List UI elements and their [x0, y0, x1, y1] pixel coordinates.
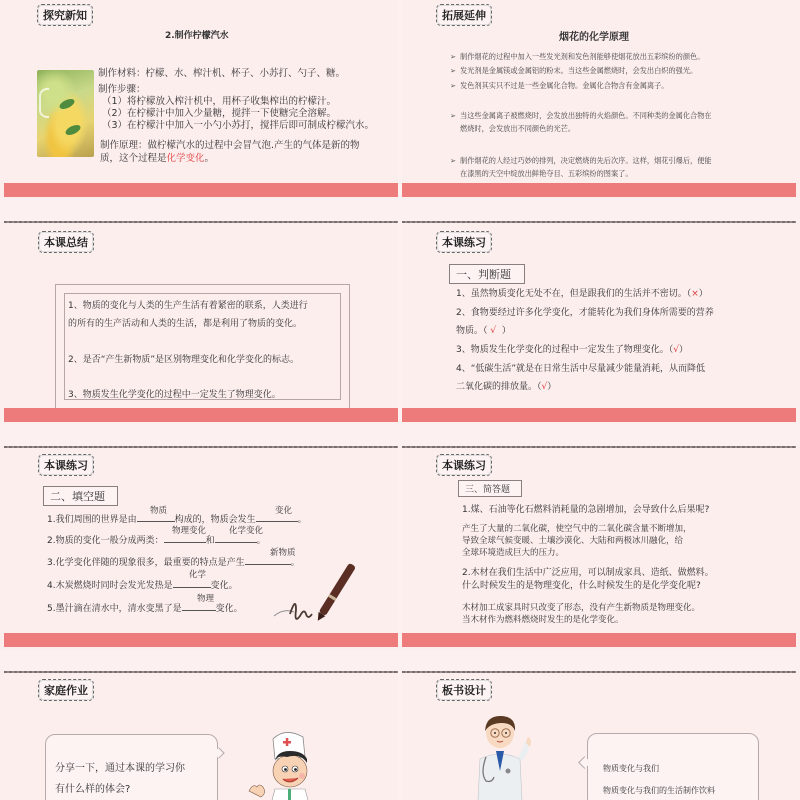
doctor-illustration-icon	[472, 711, 542, 800]
bullet-3: ➢ 发色剂其实只不过是一些金属化合物。金属化合物含有金属离子。	[450, 81, 669, 90]
summary-item-1-cont: 的所有的生产活动和人类的生活，都是利用了物质的变化。	[68, 319, 303, 329]
section-tag: 板书设计	[436, 679, 492, 701]
judge-item-3: 3、物质发生化学变化的过程中一定发生了物理变化。（√）	[456, 345, 688, 355]
section-tag: 本课练习	[436, 231, 492, 253]
answer: 物质	[150, 506, 168, 516]
question-1: 1.煤、石油等化石燃料消耗量的急剧增加，会导致什么后果呢?	[462, 505, 710, 515]
section-tag: 本课练习	[38, 454, 94, 476]
section-tag: 家庭作业	[38, 679, 94, 701]
accent-bar	[4, 408, 398, 422]
row-divider	[4, 446, 398, 448]
slide-title: 2.制作柠檬汽水	[165, 31, 229, 41]
row-divider	[4, 671, 398, 673]
answer: 化学	[189, 570, 207, 580]
answer-2-line-1: 木材加工成家具时只改变了形态，没有产生新物质是物理变化。	[462, 603, 701, 613]
row-divider	[4, 221, 398, 223]
pen-icon	[272, 556, 362, 631]
mark-check: √	[673, 345, 679, 355]
section-tag: 本课总结	[38, 231, 94, 253]
summary-item-1: 1、物质的变化与人类的生产生活有着紧密的联系，人类进行	[68, 301, 308, 311]
principle-line-1: 制作原理：做柠檬汽水的过程中会冒气泡.产生的气体是新的物	[100, 140, 360, 151]
question-2-line-2: 什么时候发生的是物理变化，什么时候发生的是化学变化呢?	[462, 581, 701, 591]
accent-bar	[402, 408, 796, 422]
bubble-text-2: 有什么样的体会?	[55, 784, 131, 795]
principle-suffix: 。	[204, 153, 215, 164]
fill-item-5: 5.墨汁滴在清水中，清水变黑了是 变化。	[47, 604, 243, 614]
bubble-text-1: 分享一下，通过本课的学习你	[55, 763, 185, 774]
bullet-4-cont: 燃烧时，会发放出不同颜色的光芒。	[460, 124, 576, 133]
answer: 化学变化	[229, 526, 264, 536]
answer-1-line-1: 产生了大量的二氧化碳，使空气中的二氧化碳含量不断增加，	[462, 524, 692, 534]
fill-item-3: 3.化学变化伴随的现象很多，最重要的特点是产生 。	[47, 558, 300, 568]
judge-item-2-cont: 物质。（ √ ）	[456, 326, 511, 336]
bullet-5-cont: 在漆黑的天空中绽放出鲜艳夺目、五彩缤纷的图案了。	[460, 169, 633, 178]
row-divider	[402, 446, 796, 448]
slide-title: 烟花的化学原理	[559, 32, 629, 43]
bullet-1: ➢ 制作烟花的过程中加入一些发光剂和发色剂能够使烟花放出五彩缤纷的颜色。	[450, 52, 705, 61]
section-heading: 二、填空题	[43, 486, 118, 506]
bullet-4: ➢ 当这些金属离子被燃烧时，会发放出独特的火焰颜色。不同种类的金属化合物在	[450, 111, 712, 120]
row-divider	[402, 671, 796, 673]
answer: 物理	[197, 594, 215, 604]
answer: 物理变化	[172, 526, 207, 536]
materials-text: 制作材料：柠檬、水、榨汁机、杯子、小苏打、勺子、糖。	[98, 68, 346, 79]
bullet-5: ➢ 制作烟花的人经过巧妙的排列，决定燃烧的先后次序。这样，烟花引爆后，便能	[450, 156, 712, 165]
question-2-line-1: 2.木材在我们生活中广泛应用，可以制成家具、造纸、做燃料。	[462, 568, 714, 578]
principle-prefix: 质，这个过程是	[100, 153, 167, 164]
fill-item-2: 2.物质的变化一般分成两类： 和 。	[47, 536, 266, 546]
section-heading: 一、判断题	[449, 264, 525, 284]
board-line-1: 物质变化与我们	[603, 764, 659, 773]
slide-summary	[0, 221, 398, 423]
summary-item-3: 3、物质发生化学变化的过程中一定发生了物理变化。	[68, 390, 281, 400]
fill-item-4: 4.木炭燃烧时同时会发光发热是 变化。	[47, 581, 238, 591]
slide-practice-fill	[0, 446, 398, 650]
judge-item-4-cont: 二氧化碳的排放量。（√）	[456, 382, 557, 392]
step-2: （2）在柠檬汁中加入少量糖，搅拌一下使糖完全溶解。	[102, 108, 337, 119]
slide-extension	[402, 0, 800, 198]
judge-item-4: 4、“低碳生活”就是在日常生活中尽量减少能量消耗，从而降低	[456, 364, 706, 374]
doctor-cartoon-icon	[245, 729, 320, 800]
fill-item-1: 1.我们周围的世界是由 构成的，物质会发生 。	[47, 515, 307, 525]
principle-line-2	[100, 152, 214, 166]
answer-2-line-2: 当木材作为燃料燃烧时发生的是化学变化。	[462, 615, 624, 625]
answer: 变化	[275, 506, 293, 516]
section-heading: 三、简答题	[458, 480, 522, 497]
judge-item-1: 1、虽然物质变化无处不在，但是跟我们的生活并不密切。（×）	[456, 289, 708, 299]
slide-practice-short	[402, 446, 800, 650]
accent-bar	[4, 183, 398, 197]
section-tag: 探究新知	[37, 4, 93, 26]
accent-bar	[402, 183, 796, 197]
summary-item-2: 2、是否“产生新物质”是区别物理变化和化学变化的标志。	[68, 355, 300, 365]
principle-highlight: 化学变化	[166, 153, 205, 164]
step-1: （1）将柠檬放入榨汁机中，用杯子收集榨出的柠檬汁。	[102, 96, 337, 107]
judge-item-2: 2、食物要经过许多化学变化，才能转化为我们身体所需要的营养	[456, 308, 714, 318]
slide-explore	[0, 0, 398, 198]
slide-practice-judge	[402, 221, 800, 423]
section-tag: 本课练习	[436, 454, 492, 476]
accent-bar	[4, 633, 398, 647]
accent-bar	[402, 633, 796, 647]
slide-homework	[0, 671, 398, 800]
answer: 新物质	[270, 548, 296, 558]
bullet-2: ➢ 发光剂是金属镁或金属铝的粉末。当这些金属燃烧时，会发出白炽的强光。	[450, 66, 698, 75]
slide-board-design	[402, 671, 800, 800]
mark-cross: ×	[691, 289, 699, 299]
lemon-soda-image	[37, 70, 94, 157]
steps-label: 制作步骤：	[98, 84, 146, 95]
step-3: （3）在柠檬汁中加入一小勺小苏打，搅拌后即可制成柠檬汽水。	[102, 120, 375, 131]
answer-1-line-3: 全球环境造成巨大的压力。	[462, 548, 565, 558]
section-tag: 拓展延伸	[436, 4, 492, 26]
mark-check: √	[490, 326, 497, 336]
row-divider	[402, 221, 796, 223]
board-line-2: 物质变化与我们的生活制作饮料	[603, 786, 715, 795]
mark-check: √	[541, 382, 548, 392]
answer-1-line-2: 导致全球气候变暖、土壤沙漠化、大陆和两极冰川融化，给	[462, 536, 684, 546]
